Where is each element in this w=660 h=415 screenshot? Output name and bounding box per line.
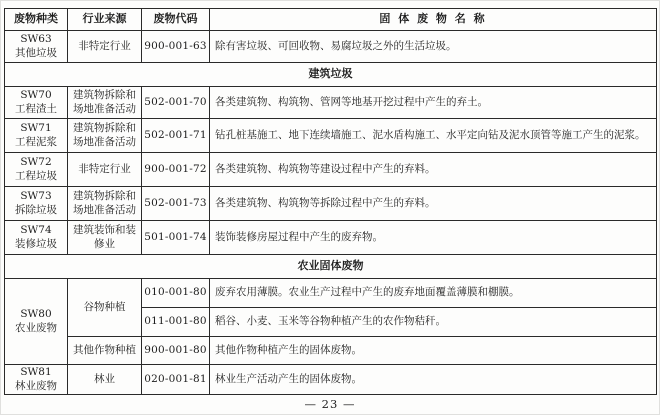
waste-description-cell: 钻孔桩基施工、地下连续墙施工、泥水盾构施工、水平定向钻及泥水顶管等施工产生的泥浆。 <box>210 119 657 153</box>
row-sw63 <box>5 31 657 63</box>
header-waste-code: 废物代码 <box>142 9 210 31</box>
waste-id: SW73 <box>20 189 52 202</box>
waste-description-cell: 各类建筑物、构筑物等拆除过程中产生的弃料。 <box>210 187 657 221</box>
waste-name: 装修垃圾 <box>15 237 57 250</box>
waste-name: 农业废物 <box>15 321 57 334</box>
waste-category-cell <box>5 31 68 63</box>
waste-name: 工程泥浆 <box>15 135 57 148</box>
waste-code-cell: 502-001-70 <box>142 87 210 119</box>
waste-code-cell: 900-001-80 <box>142 337 210 365</box>
waste-name: 林业废物 <box>15 379 57 392</box>
row-sw80-1 <box>5 279 657 308</box>
waste-id: SW63 <box>20 32 52 45</box>
industry-source-cell: 建筑物拆除和场地准备活动 <box>68 87 142 119</box>
waste-code-cell: 020-001-81 <box>142 365 210 395</box>
industry-source-cell: 谷物种植 <box>68 279 142 337</box>
waste-category-cell <box>5 187 68 221</box>
waste-description-cell: 除有害垃圾、可回收物、易腐垃圾之外的生活垃圾。 <box>210 31 657 63</box>
waste-description-cell: 稻谷、小麦、玉米等谷物种植产生的农作物秸秆。 <box>210 308 657 337</box>
waste-id: SW80 <box>20 307 52 320</box>
waste-id: SW70 <box>20 88 52 101</box>
industry-source-cell: 建筑物拆除和场地准备活动 <box>68 187 142 221</box>
waste-description-cell: 废弃农用薄膜。农业生产过程中产生的废弃地面覆盖薄膜和棚膜。 <box>210 279 657 308</box>
waste-id: SW72 <box>20 155 52 168</box>
waste-id: SW81 <box>20 366 52 378</box>
waste-id: SW74 <box>20 223 52 236</box>
waste-code-cell: 501-001-74 <box>142 221 210 255</box>
industry-source-cell: 建筑物拆除和场地准备活动 <box>68 119 142 153</box>
waste-description-cell: 各类建筑物、构筑物等建设过程中产生的弃料。 <box>210 153 657 187</box>
waste-id: SW71 <box>20 121 52 134</box>
waste-code-cell: 502-001-73 <box>142 187 210 221</box>
row-sw70 <box>5 87 657 119</box>
table-header-row <box>5 9 657 31</box>
waste-name: 拆除垃圾 <box>15 203 57 216</box>
waste-description-cell: 其他作物种植产生的固体废物。 <box>210 337 657 365</box>
waste-description-cell: 林业生产活动产生的固体废物。 <box>210 365 657 395</box>
waste-category-cell <box>5 221 68 255</box>
industry-source-cell: 建筑装饰和装修业 <box>68 221 142 255</box>
page-number: — 23 — <box>304 397 356 411</box>
row-sw73 <box>5 187 657 221</box>
waste-category-cell <box>5 365 68 395</box>
waste-category-cell <box>5 153 68 187</box>
row-sw74 <box>5 221 657 255</box>
industry-source-cell: 非特定行业 <box>68 31 142 63</box>
industry-source-cell: 非特定行业 <box>68 153 142 187</box>
waste-category-cell <box>5 279 68 365</box>
waste-code-cell: 010-001-80 <box>142 279 210 308</box>
solid-waste-table <box>4 8 657 395</box>
section-title: 农业固体废物 <box>5 255 657 279</box>
waste-category-cell <box>5 87 68 119</box>
row-sw81 <box>5 365 657 395</box>
section-title: 建筑垃圾 <box>5 63 657 87</box>
waste-name: 其他垃圾 <box>15 46 57 59</box>
industry-source-cell: 林业 <box>68 365 142 395</box>
waste-code-cell: 900-001-72 <box>142 153 210 187</box>
section-row-agriculture <box>5 255 657 279</box>
waste-name: 工程渣土 <box>15 102 57 115</box>
section-row-construction <box>5 63 657 87</box>
waste-description-cell: 各类建筑物、构筑物、管网等地基开挖过程中产生的弃土。 <box>210 87 657 119</box>
industry-source-cell: 其他作物种植 <box>68 337 142 365</box>
header-waste-type: 废物种类 <box>5 9 68 31</box>
row-sw72 <box>5 153 657 187</box>
waste-category-cell <box>5 119 68 153</box>
waste-description-cell: 装饰装修房屋过程中产生的废弃物。 <box>210 221 657 255</box>
row-sw80-3 <box>5 337 657 365</box>
waste-code-cell: 011-001-80 <box>142 308 210 337</box>
header-solid-waste-name: 固 体 废 物 名 称 <box>210 9 657 31</box>
waste-name: 工程垃圾 <box>15 169 57 182</box>
header-industry-source: 行业来源 <box>68 9 142 31</box>
waste-code-cell: 502-001-71 <box>142 119 210 153</box>
waste-code-cell: 900-001-63 <box>142 31 210 63</box>
row-sw71 <box>5 119 657 153</box>
